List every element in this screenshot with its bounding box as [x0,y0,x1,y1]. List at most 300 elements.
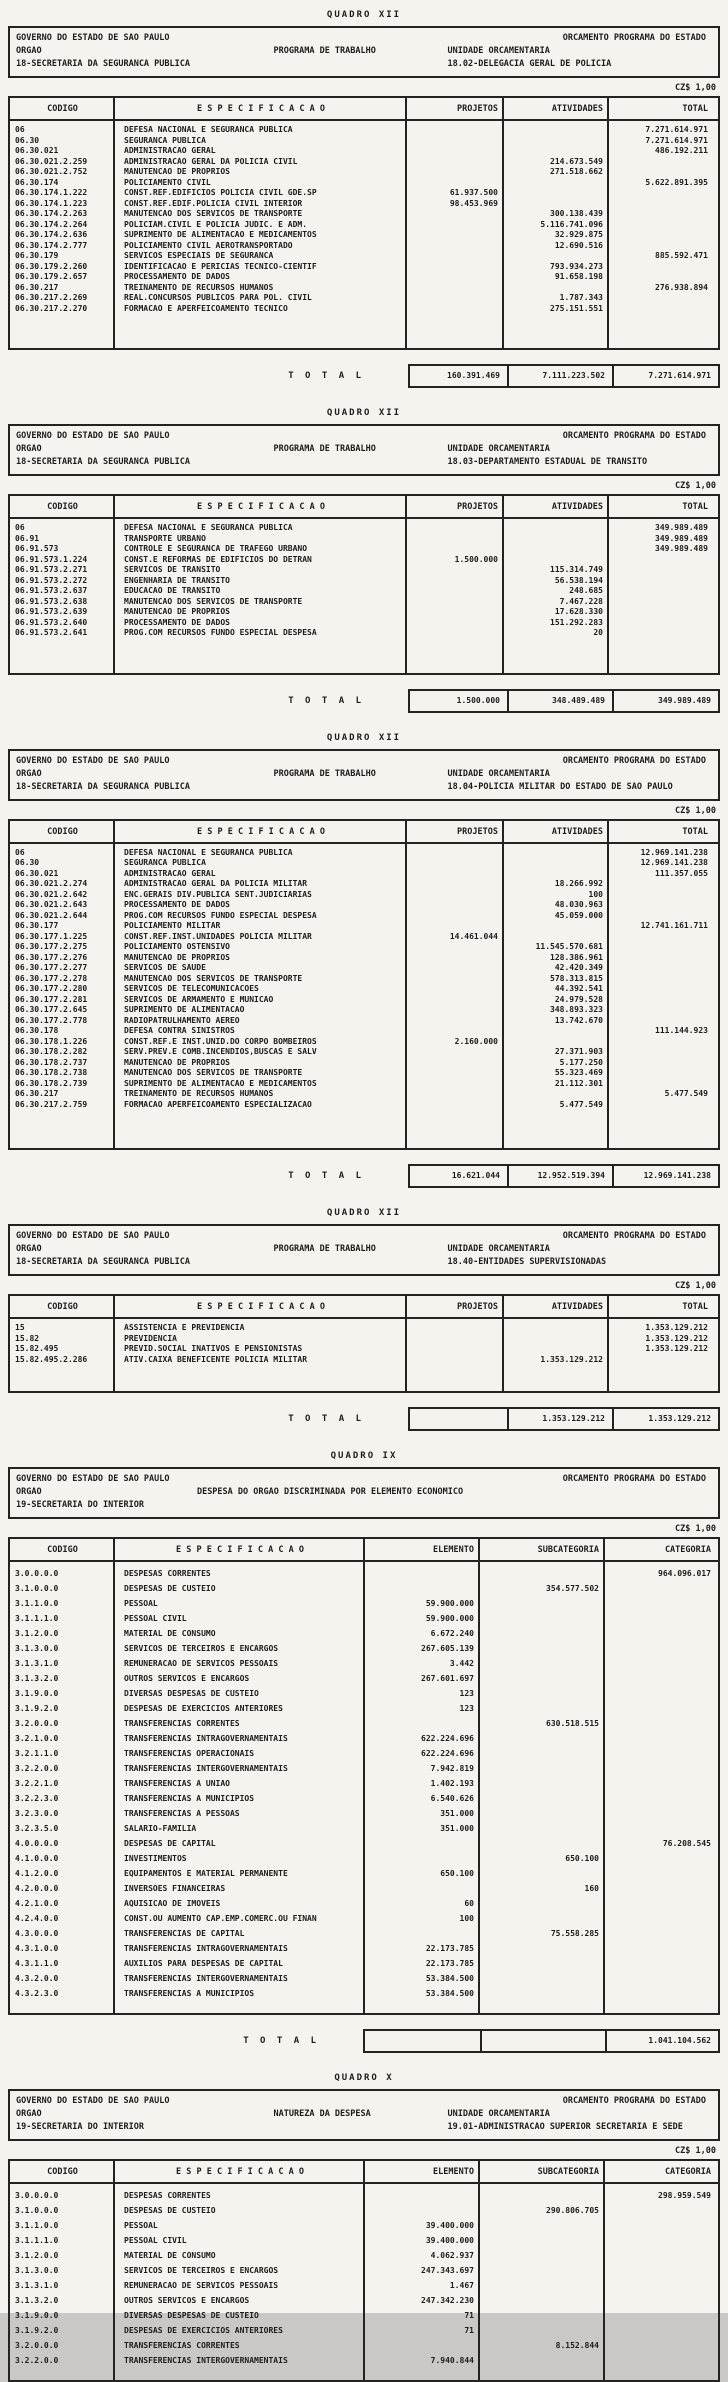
cell-especificacao: CONST.REF.EDIF.POLICIA CIVIL INTERIOR [124,198,303,208]
cell-especificacao: TREINAMENTO DE RECURSOS HUMANOS [124,282,274,292]
budget-section [0,1198,728,1431]
total-values-box [408,1164,720,1188]
unidade-value: 18.40-ENTIDADES SUPERVISIONADAS [447,1257,607,1267]
cell-subcategoria: 354.577.502 [546,1584,599,1593]
cell-total [609,1037,715,1048]
header-line-3 [16,1499,712,1512]
cell-subcategoria [480,1731,605,1746]
cell-projetos [407,1089,504,1100]
cell-especificacao: CONST.REF.INST.UNIDADES POLICIA MILITAR [124,931,312,941]
cell-categoria [605,2263,718,2278]
cell-especificacao: PROG.COM RECURSOS FUNDO ESPECIAL DESPESA [124,628,317,637]
table-row [10,1836,718,1851]
budget-table [8,819,720,1151]
cell-subcategoria [480,1776,605,1791]
cell-especificacao: DESPESAS DE EXERCICIOS ANTERIORES [124,2326,283,2335]
orcamento-programa-title: ORCAMENTO PROGRAMA DO ESTADO [562,431,706,441]
cell-subcategoria [480,1656,605,1671]
cell-projetos [407,304,504,315]
cell-atividades: 214.673.549 [550,156,603,166]
cell-especificacao: MANUTENCAO DE PROPRIOS [124,952,230,962]
cell-total [609,1068,715,1079]
cell-elemento: 39.400.000 [425,2236,474,2245]
column-header: ELEMENTO [433,1545,474,1555]
column-header: CODIGO [47,1545,78,1555]
cell-categoria [605,1641,718,1656]
cell-code: 4.3.2.0.0 [15,1974,59,1983]
total-values-box [408,689,720,713]
table-row [10,1986,718,2001]
cell-atividades [504,1037,609,1048]
orgao-label: ORGAO [16,1487,42,1497]
cell-code: 06 [15,125,25,134]
table-body [10,121,718,348]
cell-atividades: 27.371.903 [554,1047,603,1056]
cell-atividades: 32.929.875 [554,230,603,239]
cell-especificacao: DESPESAS DE CAPITAL [124,1839,216,1848]
cell-especificacao: MANUTENCAO DE PROPRIOS [124,607,230,616]
column-header: E S P E C I F I C A C A O [197,826,325,837]
cell-total [609,974,715,985]
unidade-value: 18.02-DELEGACIA GERAL DE POLICIA [447,59,612,69]
total-value-cell [365,2031,480,2051]
table-row [10,879,718,890]
header-box [8,1467,720,1519]
cell-total [609,220,715,231]
total-values-box [408,364,720,388]
cell-especificacao: TRANSPORTE URBANO [124,533,206,543]
cell-subcategoria [480,2278,605,2293]
cell-code: 06.30.021.2.642 [15,889,88,899]
cell-elemento: 267.601.697 [421,1674,474,1683]
cell-subcategoria [480,1941,605,1956]
quadro-label: QUADRO XII [326,732,402,743]
currency-note: CZ$ 1,00 [675,1281,716,1291]
cell-atividades [504,178,609,189]
cell-total [609,1005,715,1016]
cell-projetos: 1.500.000 [454,554,498,564]
total-label: T O T A L [243,2036,319,2046]
cell-elemento [365,1581,480,1596]
grand-total-row [8,1164,720,1188]
cell-especificacao: SERV.PREV.E COMB.INCENDIOS,BUSCAS E SALV [124,1047,317,1056]
table-row [10,1731,718,1746]
cell-categoria [605,1656,718,1671]
table-row [10,1701,718,1716]
cell-projetos [407,942,504,953]
column-header: PROJETOS [457,826,498,837]
cell-categoria [605,1971,718,1986]
cell-code: 3.2.2.0.0 [15,2356,59,2365]
cell-total: 349.989.489 [655,544,708,553]
cell-elemento [365,1716,480,1731]
cell-subcategoria [480,1761,605,1776]
cell-code: 06.91.573.2.271 [15,565,88,574]
cell-especificacao: PESSOAL [124,1599,158,1608]
header-box [8,749,720,801]
cell-code: 06.30.021 [15,146,59,155]
cell-especificacao: PESSOAL [124,2221,158,2230]
cell-code: 06.30.177 [15,921,59,930]
table-row [10,890,718,901]
table-row [10,1956,718,1971]
cell-elemento [365,2203,480,2218]
cell-code: 4.2.1.0.0 [15,1899,59,1908]
header-center-title: PROGRAMA DE TRABALHO [273,768,376,779]
table-header-row [10,496,718,519]
column-header: CODIGO [47,104,78,114]
cell-especificacao: SERVICOS DE TELECOMUNICACOES [124,984,259,993]
column-header: E S P E C I F I C A C A O [197,104,325,114]
cell-projetos [407,869,504,880]
cell-especificacao: FORMACAO E APERFEICOAMENTO TECNICO [124,303,288,313]
cell-code: 06.30.217 [15,1089,59,1098]
table-row [10,911,718,922]
cell-elemento [365,1836,480,1851]
cell-projetos [407,963,504,974]
cell-especificacao: PROG.COM RECURSOS FUNDO ESPECIAL DESPESA [124,910,317,920]
column-header: PROJETOS [457,104,498,114]
cell-code: 3.2.0.0.0 [15,2341,59,2350]
cell-total: 7.271.614.971 [645,125,708,134]
cell-atividades: 348.893.323 [550,1005,603,1014]
cell-projetos [407,251,504,262]
cell-subcategoria [480,1836,605,1851]
budget-section [0,0,728,388]
cell-categoria [605,1596,718,1611]
total-values-box [363,2029,720,2053]
quadro-label: QUADRO X [334,2073,394,2083]
table-row [10,220,718,231]
cell-especificacao: SERVICOS DE ARMAMENTO E MUNICAO [124,994,274,1004]
cell-especificacao: TRANSFERENCIAS INTRAGOVERNAMENTAIS [124,1734,288,1743]
cell-total [609,628,715,639]
cell-atividades: 1.787.343 [559,293,603,302]
cell-atividades: 18.266.992 [554,879,603,888]
table-row [10,2308,718,2323]
table-row [10,1941,718,1956]
cell-especificacao: PESSOAL CIVIL [124,2236,187,2245]
cell-atividades [504,932,609,943]
table-row [10,974,718,985]
cell-projetos [407,858,504,869]
cell-atividades [504,544,609,555]
cell-categoria [605,1851,718,1866]
cell-total: 276.938.894 [655,282,708,292]
cell-especificacao: TRANSFERENCIAS INTERGOVERNAMENTAIS [124,2356,288,2365]
cell-code: 3.1.9.0.0 [15,2311,59,2320]
budget-table [8,494,720,675]
header-line-2 [16,768,712,781]
cell-code: 06.30 [15,135,40,145]
cell-subcategoria [480,1986,605,2001]
table-row [10,544,718,555]
cell-especificacao: SERVICOS DE TERCEIROS E ENCARGOS [124,1644,279,1653]
cell-total [609,597,715,608]
orgao-label: ORGAO [16,46,42,56]
cell-total [609,586,715,597]
cell-atividades [504,1334,609,1345]
cell-elemento [365,1881,480,1896]
column-header: ATIVIDADES [551,1302,603,1312]
cell-subcategoria [480,1686,605,1701]
cell-code: 3.2.1.0.0 [15,1734,59,1743]
budget-table [8,2159,720,2382]
orgao-label: ORGAO [16,1244,42,1254]
header-line-2 [16,1243,712,1256]
cell-projetos: 2.160.000 [454,1036,498,1046]
table-row [10,628,718,639]
cell-projetos [407,879,504,890]
cell-especificacao: DESPESAS DE CUSTEIO [124,1584,216,1593]
cell-atividades [504,534,609,545]
budget-section [0,1441,728,2053]
cell-code: 06.30.174.2.264 [15,219,88,229]
cell-especificacao: POLICIAMENTO OSTENSIVO [124,942,230,951]
orgao-value: 18-SECRETARIA DA SEGURANCA PUBLICA [16,59,190,69]
table-row [10,2218,718,2233]
cell-categoria [605,1926,718,1941]
cell-elemento: 6.540.626 [430,1794,474,1803]
cell-projetos [407,586,504,597]
column-header: PROJETOS [457,1302,498,1312]
cell-atividades: 24.979.528 [554,994,603,1004]
cell-code: 06 [15,847,25,857]
table-row [10,188,718,199]
cell-projetos [407,241,504,252]
cell-projetos: 98.453.969 [449,198,498,208]
cell-especificacao: REMUNERACAO DE SERVICOS PESSOAIS [124,1659,279,1668]
table-row [10,597,718,608]
header-line-2 [16,443,712,456]
cell-especificacao: SERVICOS DE TERCEIROS E ENCARGOS [124,2266,279,2275]
cell-elemento: 6.672.240 [430,1629,474,1638]
cell-code: 3.1.3.2.0 [15,1674,59,1683]
unidade-orcamentaria-label: UNIDADE ORCAMENTARIA [447,768,550,779]
cell-atividades: 128.386.961 [550,952,603,962]
cell-projetos [407,272,504,283]
cell-total [609,932,715,943]
table-row [10,995,718,1006]
cell-code: 3.1.2.0.0 [15,1629,59,1638]
cell-especificacao: DESPESAS DE CUSTEIO [124,2206,216,2215]
cell-categoria [605,1821,718,1836]
cell-atividades: 300.138.439 [550,209,603,218]
cell-especificacao: SEGURANCA PUBLICA [124,858,206,867]
total-value-cell: 7.271.614.971 [612,366,718,386]
cell-categoria [605,1941,718,1956]
cell-projetos [407,544,504,555]
cell-total [609,199,715,210]
cell-categoria [605,1731,718,1746]
header-line-3 [16,456,712,469]
grand-total-row [8,364,720,388]
cell-code: 06.91.573.2.639 [15,607,88,616]
column-header: SUBCATEGORIA [537,1545,599,1555]
cell-especificacao: CONTROLE E SEGURANCA DE TRAFEGO URBANO [124,544,308,553]
cell-total [609,555,715,566]
cell-total [609,272,715,283]
cell-projetos: 61.937.500 [449,188,498,197]
cell-code: 06.30.179.2.260 [15,261,88,271]
cell-subcategoria [480,2218,605,2233]
unidade-value: 18.04-POLICIA MILITAR DO ESTADO DE SAO PAULO [447,781,673,792]
cell-categoria [605,1956,718,1971]
unidade-value: 18.03-DEPARTAMENTO ESTADUAL DE TRANSITO [447,457,648,467]
cell-especificacao: TRANSFERENCIAS A MUNICIPIOS [124,1989,255,1998]
cell-atividades [504,188,609,199]
cell-especificacao: SUPRIMENTO DE ALIMENTACAO E MEDICAMENTOS [124,230,317,239]
cell-code: 3.0.0.0.0 [15,1569,59,1578]
cell-especificacao: DESPESAS CORRENTES [124,2191,211,2200]
header-box [8,424,720,476]
header-center-title: PROGRAMA DE TRABALHO [273,444,376,454]
cell-atividades [504,136,609,147]
unidade-value: 19.01-ADMINISTRACAO SUPERIOR SECRETARIA E SEDE [447,2122,683,2132]
cell-projetos [407,262,504,273]
cell-projetos [407,1047,504,1058]
cell-elemento [365,2338,480,2353]
cell-subcategoria [480,1566,605,1581]
cell-subcategoria [480,1806,605,1821]
cell-especificacao: SERVICOS DE TRANSITO [124,565,221,574]
table-row [10,2188,718,2203]
cell-code: 06.30.178.2.739 [15,1078,88,1088]
cell-categoria [605,2293,718,2308]
cell-atividades: 5.477.549 [559,1099,603,1109]
table-row [10,1911,718,1926]
cell-categoria [605,1611,718,1626]
table-row [10,576,718,587]
government-title: GOVERNO DO ESTADO DE SAO PAULO [16,1474,170,1484]
cell-code: 06.91 [15,533,40,543]
cell-code: 06.91.573 [15,544,59,553]
cell-categoria: 298.959.549 [658,2191,711,2200]
table-row [10,1334,718,1345]
cell-projetos [407,230,504,241]
table-row [10,858,718,869]
cell-total [609,1016,715,1027]
cell-subcategoria: 75.558.285 [550,1929,599,1938]
cell-subcategoria [480,2233,605,2248]
cell-atividades: 100 [588,889,603,899]
cell-especificacao: DESPESAS DE EXERCICIOS ANTERIORES [124,1704,283,1713]
cell-projetos [407,523,504,534]
cell-categoria [605,2338,718,2353]
table-row [10,125,718,136]
cell-categoria [605,1776,718,1791]
header-line-1 [16,1230,712,1243]
cell-especificacao: CONST.REF.E INST.UNID.DO CORPO BOMBEIROS [124,1036,317,1046]
table-row [10,1641,718,1656]
table-row [10,209,718,220]
cell-code: 06.30.174 [15,177,59,187]
cell-especificacao: MANUTENCAO DOS SERVICOS DE TRANSPORTE [124,596,303,606]
table-row [10,607,718,618]
table-header-row [10,98,718,121]
cell-subcategoria [480,2188,605,2203]
table-row [10,230,718,241]
cell-total [609,262,715,273]
cell-code: 06.30.021.2.644 [15,910,88,920]
total-label: T O T A L [288,1414,364,1424]
cell-projetos [407,1100,504,1111]
cell-code: 06.30.021.2.752 [15,167,88,176]
cell-atividades [504,1323,609,1334]
table-row [10,953,718,964]
cell-subcategoria [480,1911,605,1926]
table-header-row [10,821,718,844]
currency-note: CZ$ 1,00 [675,481,716,491]
cell-subcategoria [480,2323,605,2338]
cell-atividades [504,283,609,294]
cell-atividades: 5.116.741.096 [540,219,603,229]
cell-especificacao: EQUIPAMENTOS E MATERIAL PERMANENTE [124,1869,288,1878]
cell-especificacao: CONST.E REFORMAS DE EDIFICIOS DO DETRAN [124,554,312,564]
cell-total [609,209,715,220]
cell-projetos [407,1079,504,1090]
table-row [10,2338,718,2353]
table-row [10,178,718,189]
cell-atividades [504,523,609,534]
cell-categoria [605,1866,718,1881]
cell-code: 3.1.9.2.0 [15,2326,59,2335]
total-value-cell [410,1409,507,1429]
cell-elemento: 123 [459,1704,474,1713]
cell-code: 4.3.1.1.0 [15,1959,59,1968]
cell-categoria [605,1686,718,1701]
cell-atividades: 578.313.815 [550,973,603,983]
total-label: T O T A L [288,371,364,381]
cell-atividades [504,869,609,880]
cell-code: 06.30.021.2.259 [15,156,88,166]
column-header: E S P E C I F I C A C A O [176,1545,304,1555]
column-header: CODIGO [47,2167,78,2177]
cell-code: 06.30.178.2.282 [15,1047,88,1056]
cell-projetos [407,911,504,922]
quadro-label: QUADRO IX [330,1451,398,1461]
header-line-2 [16,1486,712,1499]
cell-projetos [407,1344,504,1355]
cell-especificacao: RADIOPATRULHAMENTO AEREO [124,1015,240,1025]
cell-categoria [605,1896,718,1911]
cell-code: 06.91.573.2.272 [15,575,88,585]
cell-projetos [407,890,504,901]
table-row [10,1971,718,1986]
cell-elemento: 3.442 [449,1659,474,1668]
total-values-box [408,1407,720,1431]
budget-table [8,1537,720,2015]
cell-subcategoria [480,1596,605,1611]
budget-table [8,96,720,350]
table-row [10,136,718,147]
cell-especificacao: AUXILIOS PARA DESPESAS DE CAPITAL [124,1959,283,1968]
table-row [10,157,718,168]
cell-code: 06.30.177.2.645 [15,1005,88,1014]
table-row [10,932,718,943]
cell-especificacao: TRANSFERENCIAS CORRENTES [124,2341,240,2350]
table-row [10,1596,718,1611]
cell-subcategoria [480,1896,605,1911]
cell-code: 3.2.2.3.0 [15,1794,59,1803]
cell-atividades [504,921,609,932]
orgao-value: 18-SECRETARIA DA SEGURANCA PUBLICA [16,781,190,792]
cell-especificacao: SERVICOS DE SAUDE [124,963,206,972]
total-value-cell: 7.111.223.502 [507,366,612,386]
cell-total [609,1100,715,1111]
cell-atividades: 21.112.301 [554,1078,603,1088]
cell-especificacao: REMUNERACAO DE SERVICOS PESSOAIS [124,2281,279,2290]
